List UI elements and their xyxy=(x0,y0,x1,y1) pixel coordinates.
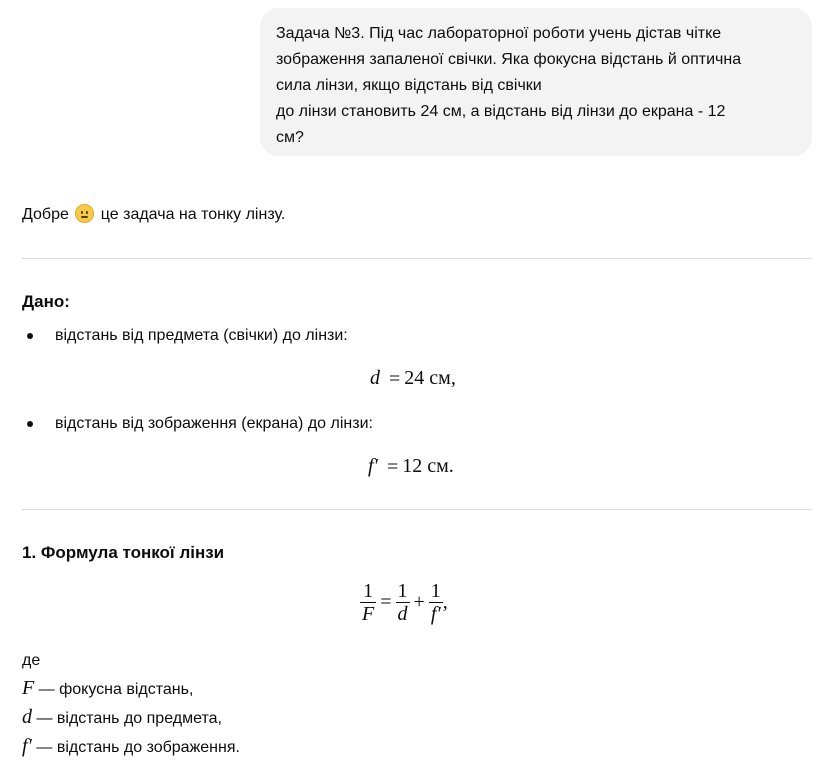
equals-sign: = xyxy=(380,591,392,613)
symbol-f-prime: f′ xyxy=(22,735,32,757)
where-label: де xyxy=(22,652,41,669)
definition-text: — відстань до предмета, xyxy=(32,710,222,727)
user-message-line: см? xyxy=(276,129,304,146)
plus-sign: + xyxy=(413,591,425,613)
user-message-line: до лінзи становить 24 см, а відстань від лінзи до екрана - 12 xyxy=(276,103,726,120)
given-heading: Дано: xyxy=(22,292,70,311)
var-d: d xyxy=(370,367,380,389)
numerator: 1 xyxy=(363,580,374,602)
definition-text: — відстань до зображення. xyxy=(31,739,240,756)
intro-text-after: це задача на тонку лінзу. xyxy=(100,206,286,223)
divider xyxy=(22,258,812,259)
slightly-smiling-face-icon xyxy=(75,204,94,223)
denominator-F: F xyxy=(362,603,375,625)
fraction-1-over-f-prime xyxy=(429,580,443,625)
assistant-intro xyxy=(22,203,285,227)
value-12: 12 xyxy=(402,455,423,477)
bullet-dot xyxy=(27,333,33,339)
comma: , xyxy=(442,591,448,613)
user-message-line: зображення запаленої свічки. Яка фокусна відстань й оптична xyxy=(276,51,742,68)
definition-f-prime xyxy=(22,735,240,759)
equals-sign: = xyxy=(386,455,399,478)
definition-F xyxy=(22,677,193,701)
definition-text: — фокусна відстань, xyxy=(34,681,194,698)
symbol-F: F xyxy=(22,677,35,699)
bullet-item-object-distance: відстань від предмета (свічки) до лінзи: xyxy=(55,327,348,344)
fraction-1-over-d xyxy=(396,580,410,625)
section-heading-thin-lens: 1. Формула тонкої лінзи xyxy=(22,543,225,562)
user-message-line: Задача №3. Під час лабораторної роботи учень дістав чітке xyxy=(276,25,722,42)
formula-f xyxy=(368,455,454,479)
equals-sign: = xyxy=(389,367,401,390)
var-f-prime: f′ xyxy=(368,455,378,477)
definition-d xyxy=(22,706,222,730)
symbol-d: d xyxy=(22,706,32,728)
value-24: 24 xyxy=(404,367,425,389)
unit-cm: см, xyxy=(429,367,456,389)
thin-lens-formula xyxy=(360,580,448,625)
unit-cm: см. xyxy=(427,455,454,477)
numerator: 1 xyxy=(397,580,408,602)
divider xyxy=(22,509,812,510)
bullet-item-image-distance: відстань від зображення (екрана) до лінзи: xyxy=(55,415,373,432)
denominator-f-prime: f′ xyxy=(430,603,441,625)
user-message-line: сила лінзи, якщо відстань від свічки xyxy=(276,77,542,94)
numerator: 1 xyxy=(430,580,441,602)
fraction-1-over-F xyxy=(360,580,376,625)
intro-text-before: Добре xyxy=(22,206,69,223)
formula-d xyxy=(370,367,456,391)
denominator-d: d xyxy=(397,603,408,625)
user-message-bubble xyxy=(260,8,812,156)
bullet-dot xyxy=(27,421,33,427)
